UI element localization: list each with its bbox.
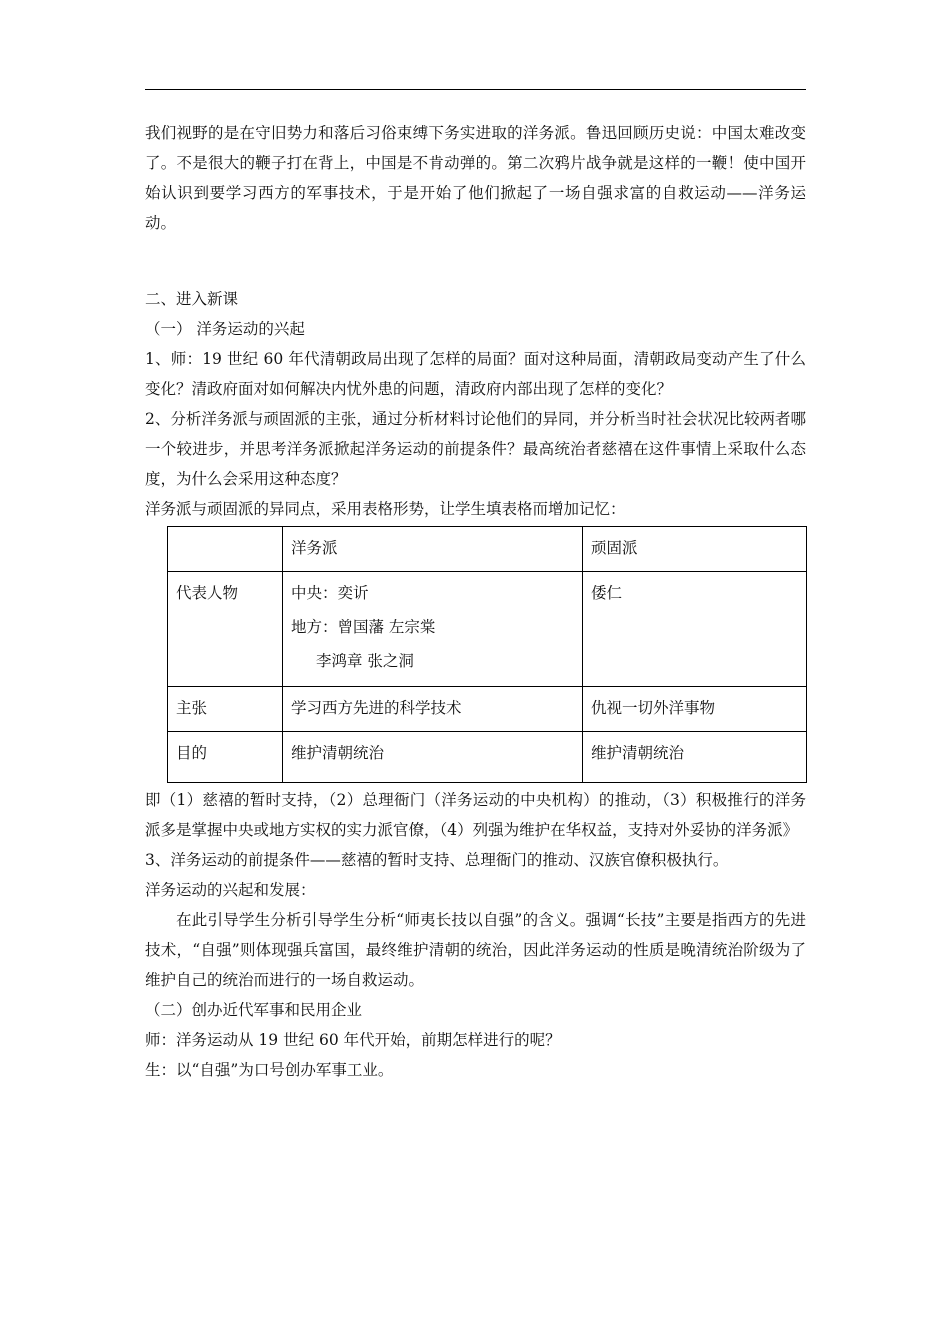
rise-paragraph: 在此引导学生分析引导学生分析“师夷长技以自强”的含义。强调“长技”主要是指西方的先进技术，“自强”则体现强兵富国，最终维护清朝的统治，因此洋务运动的性质是晚清统治阶级为了维护自己的统治而进行的一场自救运动。 [145, 911, 806, 989]
rise-title: 洋务运动的兴起和发展： [145, 881, 316, 899]
intro-paragraph: 我们视野的是在守旧势力和落后习俗束缚下务实进取的洋务派。鲁迅回顾历史说：中国太难改变了。不是很大的鞭子打在背上，中国是不肯动弹的。第二次鸦片战争就是这样的一鞭！使中国开始认识到要学习西方的军事技术，于是开始了他们掀起了一场自强求富的自救运动——洋务运动。 [145, 124, 806, 232]
table-row [168, 732, 807, 783]
subsection-title-2: （二）创办近代军事和民用企业 [145, 1001, 363, 1019]
table-cell: 维护清朝统治 [283, 732, 583, 783]
subsection-title-1: （一） 洋务运动的兴起 [145, 320, 305, 338]
table-row-label: 主张 [168, 687, 283, 732]
cell-line: 李鸿章 张之洞 [316, 652, 414, 670]
table-header-row [168, 527, 807, 572]
table-row [168, 572, 807, 687]
table-intro: 洋务派与顽固派的异同点，采用表格形势，让学生填表格而增加记忆： [145, 500, 626, 518]
table-cell: 学习西方先进的科学技术 [283, 687, 583, 732]
table-cell [283, 572, 583, 687]
question-1: 1、师：19 世纪 60 年代清朝政局出现了怎样的局面？面对这种局面，清朝政局变动产生了什么变化？清政府面对如何解决内忧外患的问题，清政府内部出现了怎样的变化？ [145, 350, 806, 398]
table-cell: 维护清朝统治 [583, 732, 807, 783]
after-table-paragraph: 即（1）慈禧的暂时支持，（2）总理衙门（洋务运动的中央机构）的推动，（3）积极推行的洋务派多是掌握中央或地方实权的实力派官僚，（4）列强为维护在华权益，支持对外妥协的洋务派》 [145, 791, 806, 839]
table-cell: 倭仁 [583, 572, 807, 687]
header-rule [145, 89, 806, 90]
question-3: 3、洋务运动的前提条件——慈禧的暂时支持、总理衙门的推动、汉族官僚积极执行。 [145, 851, 729, 869]
table-header-cell: 顽固派 [583, 527, 807, 572]
cell-line: 中央：奕䜣 [291, 584, 369, 602]
document-body [145, 118, 806, 1085]
table-header-cell [168, 527, 283, 572]
spacer [145, 238, 806, 284]
comparison-table [167, 526, 807, 783]
table-cell: 仇视一切外洋事物 [583, 687, 807, 732]
table-row [168, 687, 807, 732]
teacher-line: 师：洋务运动从 19 世纪 60 年代开始，前期怎样进行的呢？ [145, 1031, 561, 1049]
table-header-cell: 洋务派 [283, 527, 583, 572]
cell-line: 地方：曾国藩 左宗棠 [291, 618, 436, 636]
section-title: 二、进入新课 [145, 290, 239, 308]
student-line: 生：以“自强”为口号创办军事工业。 [145, 1061, 394, 1079]
table-row-label: 目的 [168, 732, 283, 783]
table-row-label: 代表人物 [168, 572, 283, 687]
question-2: 2、分析洋务派与顽固派的主张，通过分析材料讨论他们的异同，并分析当时社会状况比较两者哪一个较进步，并思考洋务派掀起洋务运动的前提条件？最高统治者慈禧在这件事情上采取什么态度，为什么会采用这种态度？ [145, 410, 806, 488]
